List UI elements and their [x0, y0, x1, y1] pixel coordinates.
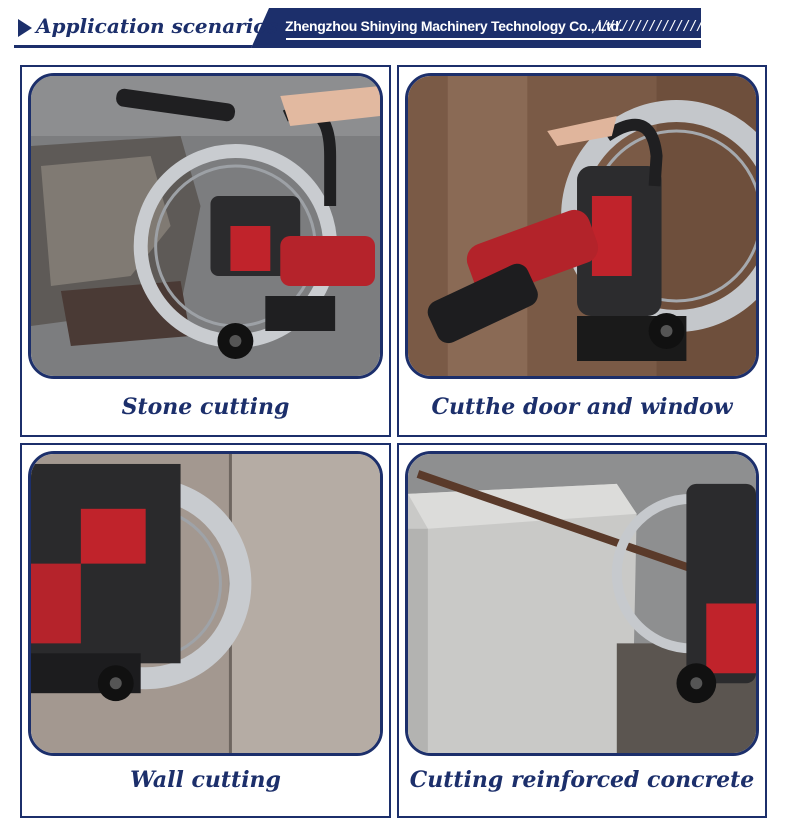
scenario-caption: Stone cutting: [121, 394, 290, 420]
page-title: Application scenarios: [36, 14, 278, 38]
header-banner: [14, 8, 717, 48]
company-name: Zhengzhou Shinying Machinery Technology Co., Ltd.: [285, 18, 623, 34]
scenario-caption: Cutting reinforced concrete: [409, 767, 755, 793]
wall-cutting-photo: [28, 451, 383, 756]
header-underline: [286, 38, 704, 40]
reinforced-concrete-photo: [405, 451, 759, 756]
scenario-card-reinforced-concrete: [397, 443, 767, 818]
scenario-caption: Cutthe door and window: [431, 394, 733, 420]
header-decoration: //////////////////: [594, 19, 717, 34]
arrow-icon: [18, 19, 32, 37]
scenario-card-door-window: [397, 65, 767, 437]
door-window-photo: [405, 73, 759, 379]
scenario-card-wall-cutting: [20, 443, 391, 818]
stone-cutting-photo: [28, 73, 383, 379]
scenario-card-stone-cutting: [20, 65, 391, 437]
scenario-caption: Wall cutting: [130, 767, 281, 793]
